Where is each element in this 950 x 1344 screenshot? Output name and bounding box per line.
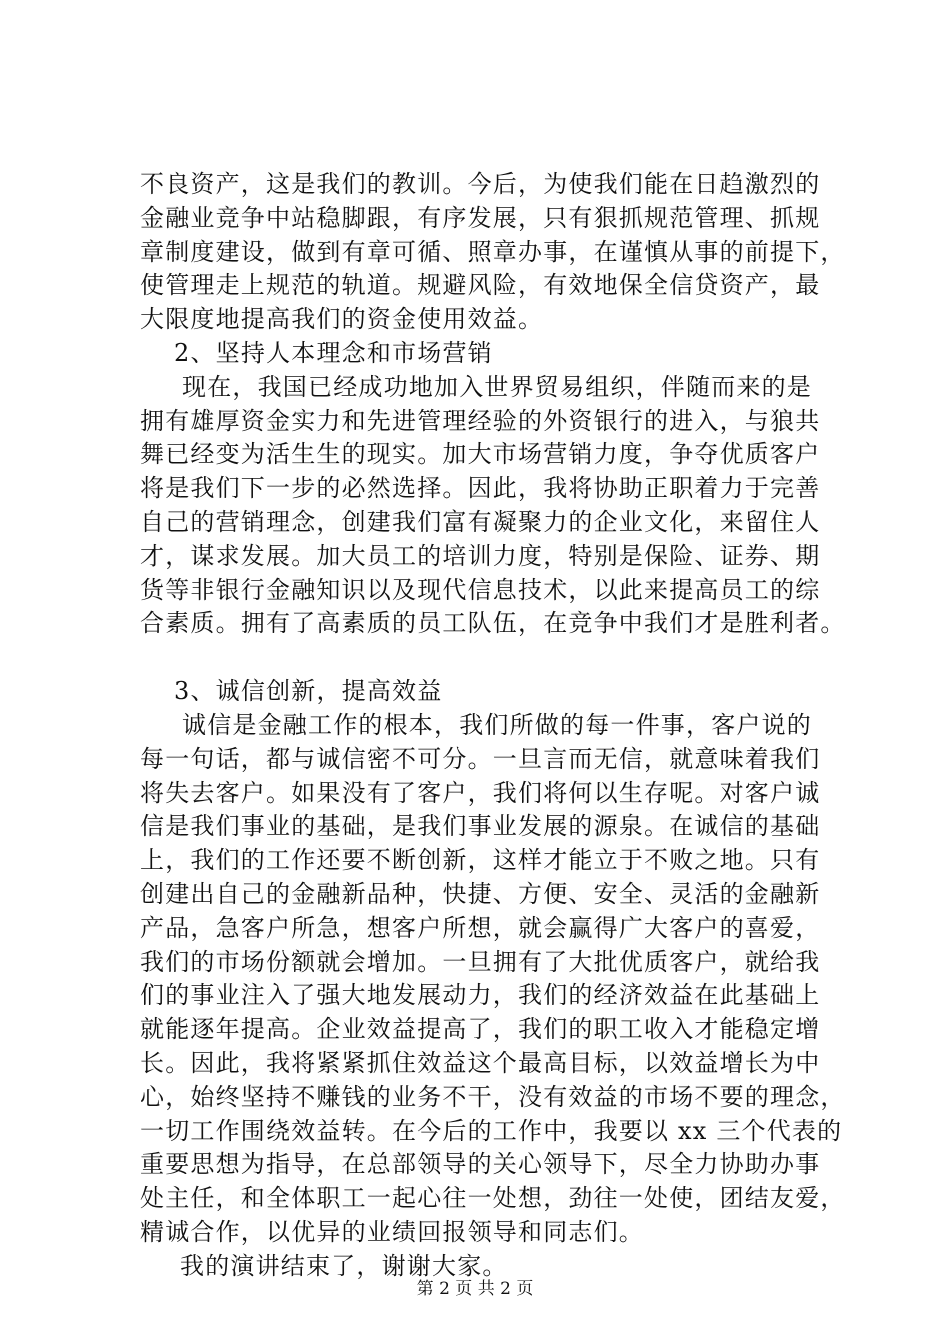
text-line: 我们的市场份额就会增加。一旦拥有了大批优质客户，就给我 [140,947,821,976]
text-line: 诚信是金融工作的根本，我们所做的每一件事，客户说的 [182,710,812,739]
document-body [140,168,846,1284]
text-line: 们的事业注入了强大地发展动力，我们的经济效益在此基础上 [140,981,821,1010]
text-line: 处主任，和全体职工一起心往一处想，劲往一处使，团结友爱， [140,1184,846,1213]
text-line: 创建出自己的金融新品种，快捷、方便、安全、灵活的金融新 [140,879,821,908]
text-line: 精诚合作，以优异的业绩回报领导和同志们。 [140,1217,644,1246]
text-line: 心，始终坚持不赚钱的业务不干，没有效益的市场不要的理念， [140,1082,846,1111]
text-line: 拥有雄厚资金实力和先进管理经验的外资银行的进入，与狼共 [140,406,821,435]
section-heading-3: 3、诚信创新，提高效益 [174,677,443,706]
text-line: 金融业竞争中站稳脚跟，有序发展，只有狠抓规范管理、抓规 [140,203,821,232]
text-line: 现在，我国已经成功地加入世界贸易组织，伴随而来的是 [182,372,812,401]
text-line: 使管理走上规范的轨道。规避风险，有效地保全信贷资产，最 [140,271,821,300]
text-line: 每一句话，都与诚信密不可分。一旦言而无信，就意味着我们 [140,744,821,773]
text-line: 重要思想为指导，在总部领导的关心领导下，尽全力协助办事 [140,1150,821,1179]
section-heading-2: 2、坚持人本理念和市场营销 [174,338,493,367]
text-line: 才，谋求发展。加大员工的培训力度，特别是保险、证券、期 [140,541,821,570]
text-line: 自己的营销理念，创建我们富有凝聚力的企业文化，来留住人 [140,507,821,536]
text-line: 不良资产，这是我们的教训。今后，为使我们能在日趋激烈的 [140,170,821,198]
page-footer: 第 2 页 共 2 页 [416,1279,534,1299]
text-line: 章制度建设，做到有章可循、照章办事，在谨慎从事的前提下， [140,237,846,266]
text-line: 产品，急客户所急，想客户所想，就会赢得广大客户的喜爱， [140,913,821,942]
text-line: 就能逐年提高。企业效益提高了，我们的职工收入才能稳定增 [140,1015,821,1044]
text-line: 将失去客户。如果没有了客户，我们将何以生存呢。对客户诚 [140,778,821,807]
text-line: 舞已经变为活生生的现实。加大市场营销力度，争夺优质客户 [140,440,821,469]
text-line: 上，我们的工作还要不断创新，这样才能立于不败之地。只有 [140,846,821,875]
closing-remark: 我的演讲结束了，谢谢大家。 [180,1251,508,1280]
text-line: 一切工作围绕效益转。在今后的工作中，我要以 xx 三个代表的 [140,1116,843,1145]
text-line: 信是我们事业的基础，是我们事业发展的源泉。在诚信的基础 [140,812,821,841]
text-line: 货等非银行金融知识以及现代信息技术，以此来提高员工的综 [140,575,821,604]
text-line: 大限度地提高我们的资金使用效益。 [140,305,544,334]
paragraph-gap [140,641,840,675]
paragraph-integrity [140,709,846,1250]
text-line: 将是我们下一步的必然选择。因此，我将协助正职着力于完善 [140,474,821,503]
paragraph-marketing [140,371,846,641]
paragraph-risk [140,168,846,337]
text-line: 长。因此，我将紧紧抓住效益这个最高目标，以效益增长为中 [140,1048,821,1077]
text-line: 合素质。拥有了高素质的员工队伍，在竞争中我们才是胜利者。 [140,609,846,638]
